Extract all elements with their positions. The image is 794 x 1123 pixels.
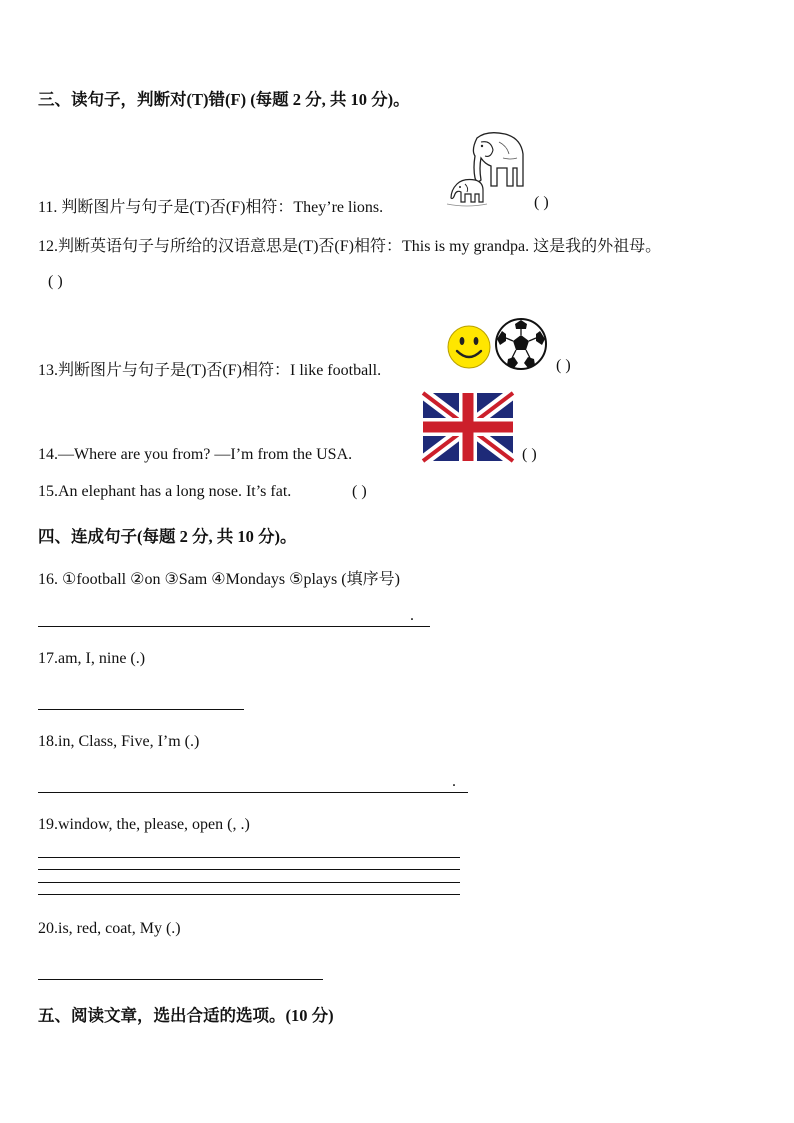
answer-line-19b[interactable] bbox=[38, 869, 460, 870]
answer-paren-11[interactable]: ( ) bbox=[534, 194, 549, 211]
uk-flag-icon bbox=[423, 393, 513, 461]
answer-end-16: . bbox=[410, 607, 414, 624]
question-20: 20.is, red, coat, My (.) bbox=[38, 920, 181, 937]
answer-line-20[interactable] bbox=[38, 979, 323, 980]
answer-paren-12[interactable]: ( ) bbox=[48, 273, 63, 290]
answer-line-16[interactable] bbox=[38, 626, 430, 627]
answer-paren-14[interactable]: ( ) bbox=[522, 446, 537, 463]
answer-end-18: . bbox=[452, 773, 456, 790]
football-icon bbox=[494, 317, 548, 371]
question-19: 19.window, the, please, open (, .) bbox=[38, 816, 250, 833]
answer-line-17[interactable] bbox=[38, 709, 244, 710]
question-17: 17.am, I, nine (.) bbox=[38, 650, 146, 667]
elephant-icon bbox=[447, 128, 527, 212]
question-15: 15.An elephant has a long nose. It’s fat. bbox=[38, 483, 292, 500]
answer-line-19a[interactable] bbox=[38, 857, 460, 858]
question-11: 11. 判断图片与句子是(T)否(F)相符：They’re lions. bbox=[38, 199, 384, 216]
section5-heading: 五、阅读文章，选出合适的选项。(10 分) bbox=[38, 1006, 334, 1025]
question-12: 12.判断英语句子与所给的汉语意思是(T)否(F)相符：This is my grandpa. 这是我的外祖母。 bbox=[38, 238, 662, 255]
question-14: 14.—Where are you from? —I’m from the USA. bbox=[38, 446, 353, 463]
answer-line-18[interactable] bbox=[38, 792, 468, 793]
answer-line-19c[interactable] bbox=[38, 882, 460, 883]
section3-heading: 三、读句子，判断对(T)错(F) (每题 2 分, 共 10 分)。 bbox=[38, 90, 410, 109]
answer-paren-13[interactable]: ( ) bbox=[556, 357, 571, 374]
answer-line-19d[interactable] bbox=[38, 894, 460, 895]
question-16: 16. ①football ②on ③Sam ④Mondays ⑤plays (填序号) bbox=[38, 571, 400, 588]
question-18: 18.in, Class, Five, I’m (.) bbox=[38, 733, 200, 750]
answer-paren-15[interactable]: ( ) bbox=[352, 483, 367, 500]
smiley-icon bbox=[446, 324, 492, 370]
section4-heading: 四、连成句子(每题 2 分, 共 10 分)。 bbox=[38, 527, 297, 546]
question-13: 13.判断图片与句子是(T)否(F)相符：I like football. bbox=[38, 362, 382, 379]
